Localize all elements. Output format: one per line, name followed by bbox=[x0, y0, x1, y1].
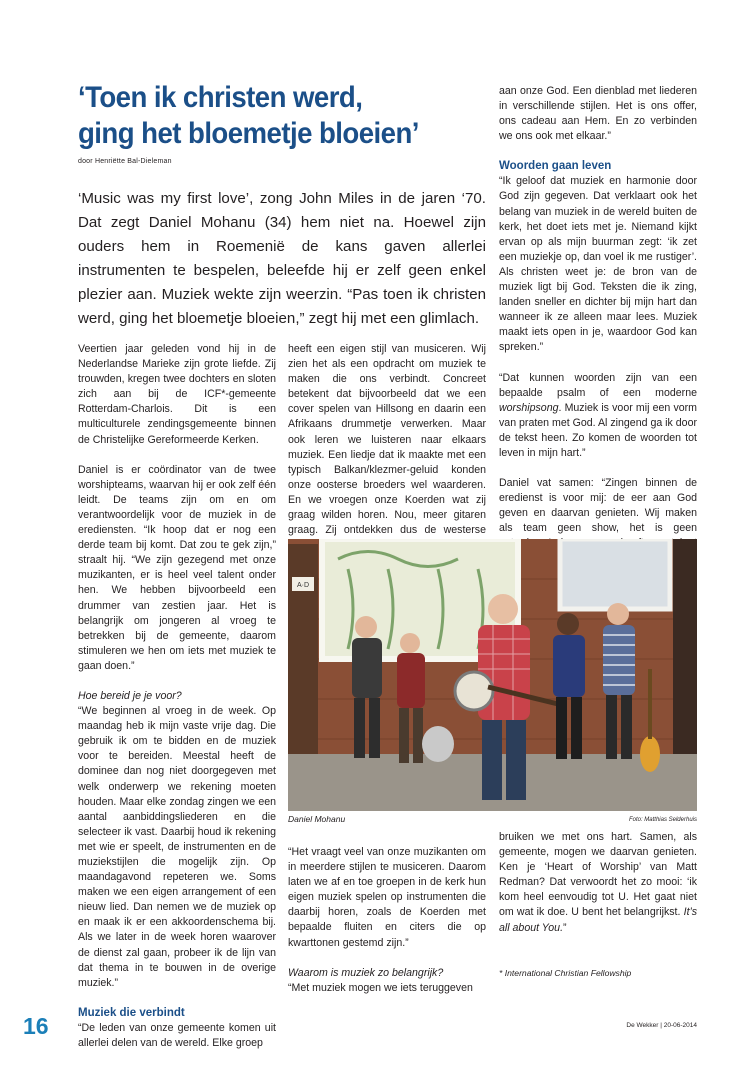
section-heading: Muziek die verbindt bbox=[78, 1006, 185, 1019]
paragraph: aan onze God. Een dienblad met liederen in verschillende stijlen. Het is ons offer, ons cadeau aan Hem. En zo verbinden we ons ook met elkaar.” bbox=[499, 85, 697, 143]
paragraph: Daniel vat samen: “Zingen binnen de eredienst is voor mij: de eer aan God geven en daarvan genieten. Wij maken als team geen show, het is geen bbox=[499, 477, 697, 535]
band-photo bbox=[288, 539, 697, 811]
page-number: 16 bbox=[23, 1013, 49, 1039]
paragraph: heeft een eigen stijl van musiceren. Wij zien het als een opdracht om muziek te maken die ons verbindt. Concreet betekent dat bijvoorbeeld dat we een cover spelen van Hillsong en daarin een Afrikaans drummetje verwerken. Maar ook leren we luisteren naar elkaars muziek. Een liedje dat ik maakte met een typisch Balkan/klezmer-geluid konden onze oosterse broeders wel waarderen. En we vroegen onze Koerden wat zij graag wilden horen. Nou, meer gitaren graag. Zij ontdekken dus de westerse bbox=[288, 343, 486, 537]
column-1 bbox=[78, 342, 276, 1051]
intro-text: ‘Music was my first love’, zong John Miles in de jaren ‘70. Dat zegt Daniel Mohanu (34) hem niet na. Hoewel zijn ouders hem in Roemenië de kans gaven allerlei instrumenten te bespelen, beleefde hij er zelf geen enkel plezier aan. Muziek wekte zijn weerzin. “Pas toen ik christen werd, ging het bloemetje bloeien,” zegt hij met een glimlach. bbox=[78, 190, 486, 327]
paragraph: “Dat kunnen woorden zijn van een bepaalde psalm of een moderne worshipsong. Muziek is voor mij een vorm van praten met God. Al zingend ga ik door de tekst heen. Zo komen de woorden tot leven in mijn hart.” bbox=[499, 371, 697, 459]
door-sign: A·D bbox=[296, 582, 310, 589]
interview-question: Hoe bereid je je voor? bbox=[78, 689, 182, 702]
paragraph: “We beginnen al vroeg in de week. Op maandag heb ik mijn vaste vrije dag. Die gebruik ik om te bidden en de muziek voor te bereiden. Meestal heeft de dominee dan nog niet doorgegeven met welk onderwerp we rekening moeten houden. Maar elke zondag zingen we een aantal aanbiddingsliederen en die selecteer ik vast. Daarbij houd ik rekening met wie er speelt, de instrumenten en de muziekstijlen die mogelijk zijn. Op maandagavond repeteren we. Soms maken we een eigen arrangement of een nieuw lied. Dan nemen we de muziek op en maak ik er een akkoordenschema bij. Als we later in de week horen waarover de dienst zal gaan, probeer ik de lijn van dat thema in te bouwen in de overige muziek.” bbox=[78, 705, 276, 989]
column-3-top bbox=[499, 84, 697, 567]
page-footer: De Wekker | 20-06-2014 bbox=[626, 1022, 697, 1029]
column-2-bottom bbox=[288, 845, 486, 996]
article-title bbox=[78, 80, 464, 152]
intro-paragraph bbox=[78, 187, 486, 331]
title-line-1: ‘Toen ik christen werd, bbox=[78, 81, 363, 114]
title-line-2: ging het bloemetje bloeien’ bbox=[78, 117, 419, 150]
interview-question: Waarom is muziek zo belangrijk? bbox=[288, 966, 444, 979]
paragraph: “Met muziek mogen we iets teruggeven bbox=[288, 981, 473, 994]
paragraph: “De leden van onze gemeente komen uit allerlei delen van de wereld. Elke groep bbox=[78, 1021, 276, 1049]
column-3-bottom bbox=[499, 830, 697, 936]
paragraph: “Ik geloof dat muziek en harmonie door God zijn gegeven. Dat verklaart ook het belang van muziek in de wereld buiten de kerk, het doet iets met je. Niemand kijkt ervan op als mijn buurman zegt: ‘ik zet een muziekje op, dan voel ik me rustiger’. Als christen weet je: de bron van de muziek ligt bij God. Teksten die ik zing, landen sneller en dichter bij mijn hart dan wanneer ik ze alleen maar lees. Muziek maakt iets open in je, waardoor God kan spreken.” bbox=[499, 175, 697, 354]
photo-caption: Daniel Mohanu bbox=[288, 814, 346, 824]
photo-credit: Foto: Matthias Selderhuis bbox=[628, 817, 697, 823]
footnote: * International Christian Fellowship bbox=[499, 968, 632, 978]
section-heading: Woorden gaan leven bbox=[499, 160, 612, 173]
paragraph: Daniel is er coördinator van de twee worshipteams, waarvan hij er ook zelf één leidt. De teams zijn om en om verantwoordelijk voor de muziek in de erediensten. “Ik hoop dat er nog een derde team bij komt. Dat zou te gek zijn,” straalt hij. “We zijn gezegend met onze muzikanten, er is heel veel talent onder hen. We hebben bijvoorbeeld een drummer van zestien jaar. Het is belangrijk om jongeren al vroeg te betrekken bij de gemeente, daarom stimuleren we hen om iets met muziek te gaan doen.” bbox=[78, 463, 276, 672]
paragraph: “Het vraagt veel van onze muzikanten om in meerdere stijlen te musiceren. Daarom laten we af en toe groepen in de kerk hun eigen muziek spelen op instrumenten die daarbij horen, zoals de Koerden met bepaalde fluiten en citers die op kwarttonen gestemd zijn.” bbox=[288, 846, 486, 949]
paragraph: bruiken we met ons hart. Samen, als gemeente, mogen we daarvan genieten. Ken je ‘Heart of Worship’ van Matt Redman? Dat verwoordt het zo mooi: ‘ik kom heel eenvoudig tot U. Het gaat niet om wat ik doe. U bent het belangrijkst. It’s all about You.” bbox=[499, 831, 697, 934]
column-2-top bbox=[288, 342, 486, 553]
band-photo-illustration bbox=[288, 539, 697, 811]
byline: door Henriëtte Bal-Dieleman bbox=[78, 158, 172, 165]
paragraph: Veertien jaar geleden vond hij in de Nederlandse Marieke zijn grote liefde. Zij trouwden, kregen twee dochters en sloten zich aan bij de ICF*-gemeente Rotterdam-Charlois. Dit is een multiculturele zendingsgemeente binnen de Christelijke Gereformeerde Kerken. bbox=[78, 343, 276, 446]
